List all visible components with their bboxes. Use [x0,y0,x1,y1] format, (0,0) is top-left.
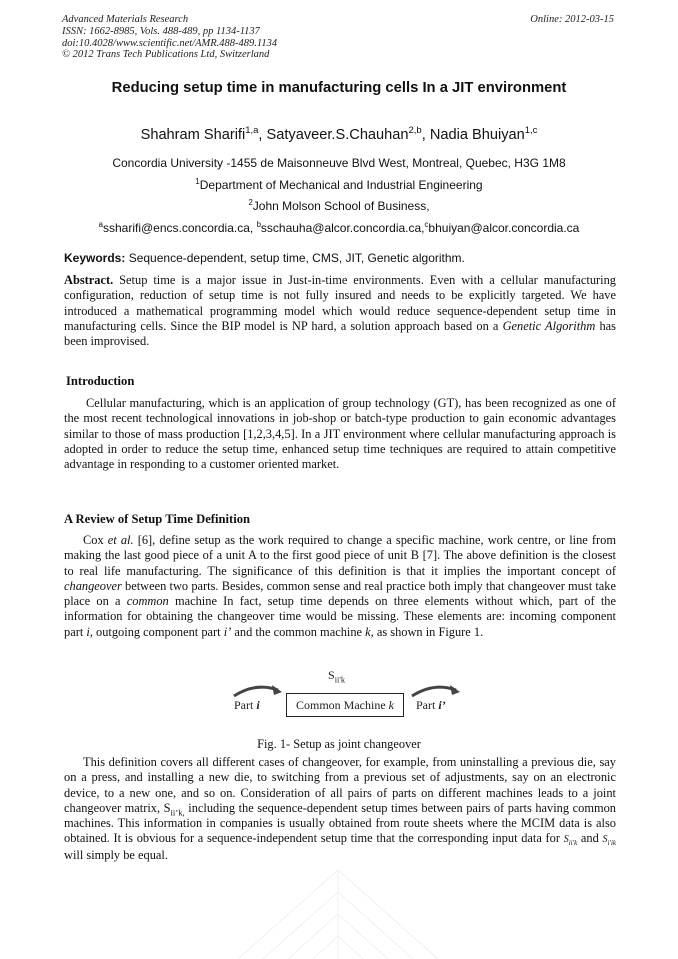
email-c[interactable]: bhuiyan@alcor.concordia.ca [428,221,580,235]
machine-label: Common Machine [296,698,389,712]
dept2-text: John Molson School of Business, [252,199,430,213]
dept2-marker: 2 [248,198,253,207]
introduction-paragraph [64,396,616,472]
paper-title: Reducing setup time in manufacturing cells In a JIT environment [111,80,567,96]
author-emails [40,221,638,235]
review-italic: changeover [64,578,122,593]
setup-symbol-2: $S_{i'ik}$ [602,834,616,848]
journal-header [62,14,422,61]
review-italic: k, [365,624,374,639]
author-superscript: 1,c [524,125,538,137]
review-text: machine In fact, setup time depends on three elements without which, part of the information for obtaining the changeover time would be missing. These elements are: incoming component part [64,594,616,639]
matrix-subscript: ii’k, [170,807,185,818]
author-superscript: 1,a [245,125,259,137]
abstract-paragraph [64,273,616,349]
review-italic: i [86,624,90,639]
author-name: Shahram Sharifi [140,127,246,143]
changeover-text: including the sequence-dependent setup times between pairs of parts having common machines. This information in companies is usually obtained from route sheets where the MCIM data is also obtained. It is obvious for a sequence-independent setup time that the corresponding input data for [64,800,616,846]
review-text: between two parts. Besides, common sense and real practice both imply that changeover must take place on a [64,578,616,609]
review-italic: i’ [223,624,232,639]
review-text: and the common machine [231,624,366,639]
email-a[interactable]: ssharifi@encs.concordia.ca, [102,221,257,235]
email-b[interactable]: sschauha@alcor.concordia.ca, [260,221,425,235]
journal-name: Advanced Materials Research [62,14,189,25]
review-italic: et al. [107,533,134,547]
email-c-marker: c [424,220,429,229]
abstract-text-end: has been improvised. [64,318,616,349]
machine-k: k [388,698,394,712]
dept1-marker: 1 [195,177,200,186]
affiliation-university: Concordia University -1455 de Maisonneuve Blvd West, Montreal, Quebec, H3G 1M8 [112,156,566,170]
review-paragraph [64,533,616,640]
setup-symbol-1: $S_{ii'k}$ [563,834,578,848]
review-text: [6], define setup as the work required to change a specific machine, work centre, or line from making the last good piece of a unit A to the first good piece of unit B [7]. The above definition is the closest to real life manufacturing. The significance of this definition is that it implies the important concept of [64,533,616,578]
review-text: , outgoing component part [89,624,224,639]
changeover-text: This definition covers all different cases of changeover, for example, from uninstalling a previous die, say on a press, and installing a new die, to switching from a previous set of adjustments, say on an electronic device, to a new one, and so on. Consideration of all pairs of parts on different machines leads to a joint changeover matrix, S [64,755,616,815]
review-text: as shown in Figure 1. [373,624,484,639]
review-italic: common [126,594,169,609]
review-text: Cox [83,533,108,547]
journal-doi: doi:10.4028/www.scientific.net/AMR.488-489.1134 [62,37,278,49]
author-superscript: 2,b [408,125,422,137]
part-i-prime-label: Part i’ [416,698,446,712]
abstract-label: Abstract. [64,273,114,287]
email-a-marker: a [98,220,103,229]
author-list: Shahram Sharifi$^{1,a}$, Satyaveer.S.Chauhan$^{2,b}$, Nadia Bhuiyan$^{1,c}$ [140,125,538,143]
author-name: Nadia Bhuiyan [429,127,525,143]
publisher-watermark [218,860,458,959]
online-date: Online: 2012-03-15 [530,14,614,25]
affiliation-dept2 [40,199,638,213]
common-machine-box [286,693,404,717]
affiliation-dept1 [40,178,638,192]
abstract-italic: Genetic Algorithm [502,318,596,333]
email-b-marker: b [256,220,261,229]
figure-1 [224,668,464,726]
keywords-label: Keywords: [64,251,126,265]
author-name: Satyaveer.S.Chauhan [266,127,409,143]
setup-symbol-label: $S_{ii'k}$ [328,668,346,685]
dept1-text: Department of Mechanical and Industrial Engineering [199,178,483,192]
abstract-text: Setup time is a major issue in Just-in-time environments. Even with a cellular manufacturing configuration, reduction of setup time is not fully insured and needs to be explicitly targeted. We have introduced a mathematical programming model which would reduce sequence-dependent setup time in manufacturing cells. Since the BIP model is NP hard, a solution approach based on a [64,273,616,333]
keywords-text: Sequence-dependent, setup time, CMS, JIT, Genetic algorithm. [125,251,465,265]
journal-issn: ISSN: 1662-8985, Vols. 488-489, pp 1134-1137 [62,25,260,37]
introduction-text: Cellular manufacturing, which is an application of group technology (GT), has been recognized as one of the most recent technological innovations in job-shop or batch-type production to gain economic advantages similar to those of mass production [1,2,3,4,5]. In a JIT environment where cellular manufacturing approach is adopted in order to reduce the setup time, enhanced setup time techniques are required to attain competitive advantage in responding to a customer oriented market. [64,396,616,472]
changeover-text: and [577,831,603,846]
journal-copyright: © 2012 Trans Tech Publications Ltd, Switzerland [62,49,270,61]
review-heading: A Review of Setup Time Definition [64,512,250,526]
changeover-text: will simply be equal. [64,847,168,862]
changeover-paragraph [64,755,616,863]
part-i-label: Part i [234,698,260,712]
figure-caption: Fig. 1- Setup as joint changeover [257,737,421,751]
keywords-line [64,251,616,265]
introduction-heading: Introduction [66,374,135,388]
